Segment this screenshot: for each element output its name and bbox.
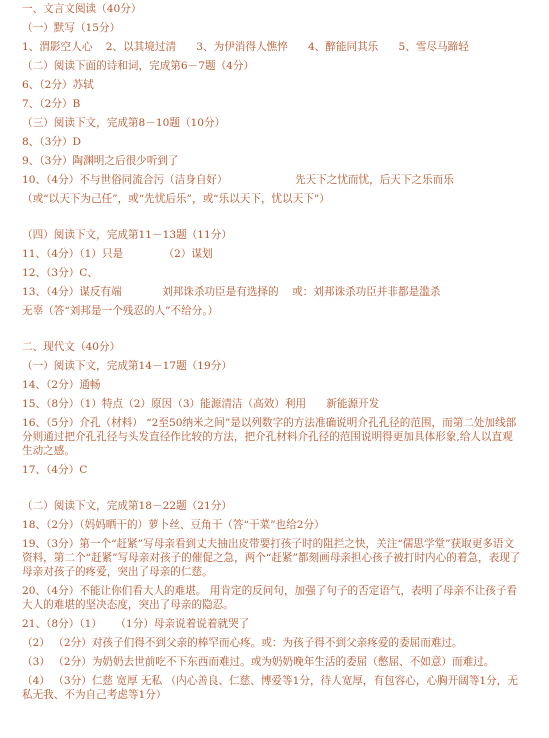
answer-line: 17、（4分）C [22, 464, 88, 476]
answer-line: 10、（4分）不与世俗同流合污（洁身自好） 先天下之忧而忧，后天下之乐而乐 [22, 174, 454, 186]
answer-line: 14、（2分）通畅 [22, 379, 101, 391]
part-dictation-heading: （一）默写（15分） [22, 22, 121, 34]
part-modern2-heading: （二）阅读下文，完成第18－22题（21分） [22, 500, 232, 512]
answer-line: 11、（4分）（1）只是 （2）谋划 [22, 248, 213, 260]
answer-paragraph: （2） （2分）对孩子们得不到父亲的棒罕而心疼。或：为孩子得不到父亲疼爱的委屈而难过。 [22, 637, 463, 649]
answer-line: 8、（3分）D [22, 136, 82, 148]
answer-paragraph: 16、（5分）介孔（材料） “2至50纳米之间”是以列数字的方法准确说明介孔孔径的范围，而第二处加线部分则通过把介孔孔径与头发直径作比较的方法，把介孔材料介孔径的范围说明得更加具体形象,给人以直观生动之感。 [22, 417, 517, 457]
answer-line: 无辜（答“刘邦是一个残忍的人”不给分。） [22, 305, 219, 317]
answer-line: 21、（8分）（1） （1分）母亲说着说着就哭了 [22, 618, 250, 630]
answer-line: （或“以天下为己任”，或“先忧后乐”，或“乐以天下，忧以天下”） [22, 193, 330, 205]
part-text3-heading: （三）阅读下文，完成第8－10题（10分） [22, 117, 226, 129]
answer-line: 15、（8分）（1）特点（2）原因（3）能源清洁（高效）利用 新能源开发 [22, 398, 380, 410]
answer-paragraph: 20、（4分）不能让你们看大人的难堪。 用肯定的反问句，加强了句子的否定语气，表明了母亲不让孩子看大人的难堪的坚决态度，突出了母亲的隐忍。 [22, 585, 518, 611]
answer-line: 9、（3分）陶渊明之后很少听到了 [22, 155, 179, 167]
answer-paragraph: （3） （2分）为奶奶去世前吃不下东西而难过。或为奶奶晚年生活的委屈（憋屈、不如意）而难过。 [22, 656, 495, 668]
answer-paragraph: 19、（3分）第一个“赶紧”写母亲看到丈夫抽出皮带要打孩子时的阻拦之快，关注“儒思学堂”获取更多语文资料，第二个“赶紧”写母亲对孩子的催促之急，两个“赶紧”都刻画母亲担心孩子被打时内心的着急，表现了母亲对孩子的疼爱，突出了母亲的仁慈。 [22, 538, 521, 578]
answer-line: 7、（2分）B [22, 98, 81, 110]
section-classical-heading: 一、文言文阅读（40分） [22, 3, 142, 15]
answer-line: 6、（2分）苏轼 [22, 79, 94, 91]
answer-paragraph: （4） （3分）仁慈 宽厚 无私 （内心善良、仁慈、博爱等1分，待人宽厚，有包容心，心胸开阔等1分，无私无我、不为自己考虑等1分） [22, 675, 518, 701]
answer-line: 12、（3分）C、 [22, 267, 98, 279]
part-text4-heading: （四）阅读下文，完成第11－13题（11分） [22, 229, 232, 241]
answer-line: 18、（2分）（妈妈晒干的）萝卜丝、豆角干（答“干菜”也给2分） [22, 519, 325, 531]
answer-line: 13、（4分）谋反有端 刘邦诛杀功臣是有选择的 或：刘邦诛杀功臣并非都是滥杀 [22, 286, 441, 298]
part-poem-heading: （二）阅读下面的诗和词，完成第6－7题（4分） [22, 60, 255, 72]
section-modern-heading: 二、现代文（40分） [22, 341, 121, 353]
answer-line: 1、渭影空人心 2、以其境过清 3、为伊消得人憔悴 4、醉能同其乐 5、雪尽马蹄轻 [22, 41, 469, 53]
part-modern1-heading: （一）阅读下文，完成第14－17题（19分） [22, 360, 232, 372]
